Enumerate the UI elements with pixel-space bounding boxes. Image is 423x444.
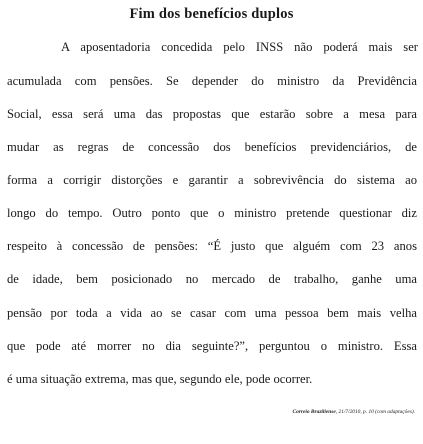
paragraph-line: acumulada com pensões. Se depender do ministro da Previdência — [7, 74, 417, 88]
paragraph-line: A aposentadoria concedida pelo INSS não poderá mais ser — [61, 40, 418, 54]
paragraph-line: que pode até morrer no dia seguinte?”, perguntou o ministro. Essa — [7, 339, 417, 353]
paragraph-line: é uma situação extrema, mas que, segundo ele, pode ocorrer. — [7, 372, 313, 386]
paragraph-line: forma a corrigir distorções e garantir a sobrevivência do sistema ao — [7, 173, 417, 187]
paragraph-line: respeito à concessão de pensões: “É justo que alguém com 23 anos — [7, 239, 417, 253]
source-citation — [293, 409, 415, 415]
source-details: , 21/7/2010, p. 10 (com adaptações). — [335, 409, 415, 415]
source-journal: Correio Braziliense — [292, 409, 336, 415]
paragraph-line: longo do tempo. Outro ponto que o ministro pretende questionar diz — [7, 206, 417, 220]
paragraph-line: mudar as regras de concessão dos benefícios previdenciários, de — [7, 140, 417, 154]
paragraph-line: de idade, bem posicionado no mercado de trabalho, ganhe uma — [7, 272, 417, 286]
paragraph-line: pensão por toda a vida ao se casar com uma pessoa bem mais velha — [7, 306, 417, 320]
paragraph-line: Social, essa será uma das propostas que estarão sobre a mesa para — [7, 107, 417, 121]
article-title: Fim dos benefícios duplos — [129, 6, 294, 22]
